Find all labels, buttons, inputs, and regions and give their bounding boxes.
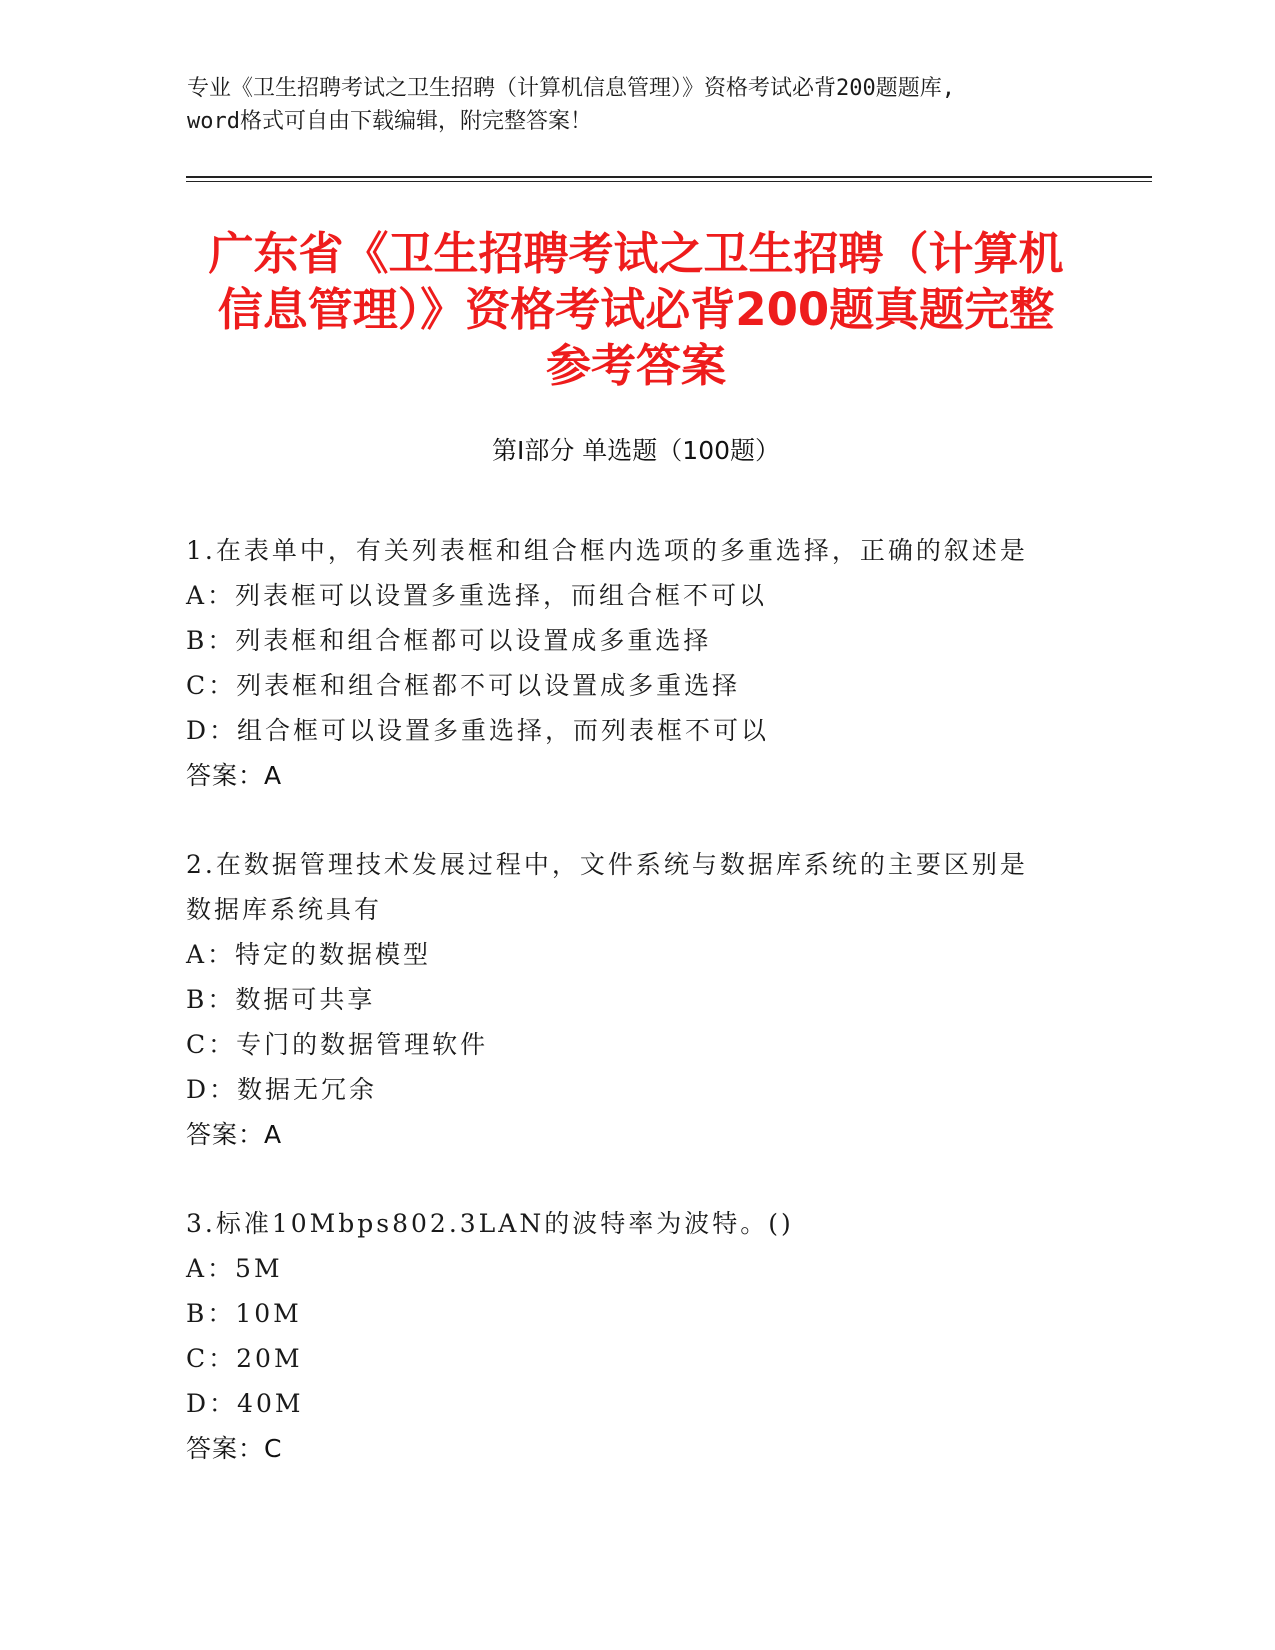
option-b: B：列表框和组合框都可以设置成多重选择 xyxy=(186,626,712,655)
question-list xyxy=(186,528,1086,1515)
question-3 xyxy=(186,1201,1086,1471)
question-stem: 1.在表单中，有关列表框和组合框内选项的多重选择，正确的叙述是 xyxy=(186,536,1028,565)
question-2 xyxy=(186,842,1086,1157)
option-d: D：数据无冗余 xyxy=(186,1075,378,1104)
option-c: C：专门的数据管理软件 xyxy=(186,1030,489,1059)
section-title: 第I部分 单选题（100题） xyxy=(491,436,781,465)
document-title xyxy=(186,226,1086,394)
option-a: A：5M xyxy=(186,1254,283,1283)
answer: 答案：A xyxy=(186,761,283,790)
header-note xyxy=(187,72,1087,138)
question-1 xyxy=(186,528,1086,798)
option-c: C：20M xyxy=(186,1344,303,1373)
question-stem-continued: 数据库系统具有 xyxy=(186,895,383,924)
question-stem: 2.在数据管理技术发展过程中，文件系统与数据库系统的主要区别是 xyxy=(186,850,1028,879)
question-stem: 3.标准10Mbps802.3LAN的波特率为波特。() xyxy=(186,1209,794,1238)
document-title-line-3: 参考答案 xyxy=(545,339,726,392)
header-rule-thin xyxy=(186,181,1152,182)
option-a: A：列表框可以设置多重选择，而组合框不可以 xyxy=(186,581,768,610)
header-rule-thick xyxy=(186,176,1152,178)
option-d: D：组合框可以设置多重选择，而列表框不可以 xyxy=(186,716,770,745)
header-note-line-2: word格式可自由下载编辑，附完整答案！ xyxy=(187,109,592,134)
header-note-line-1: 专业《卫生招聘考试之卫生招聘（计算机信息管理）》资格考试必背200题题库, xyxy=(187,76,955,101)
option-a: A：特定的数据模型 xyxy=(186,940,432,969)
answer: 答案：A xyxy=(186,1120,283,1149)
option-c: C：列表框和组合框都不可以设置成多重选择 xyxy=(186,671,741,700)
document-title-line-1: 广东省《卫生招聘考试之卫生招聘（计算机 xyxy=(208,227,1064,280)
answer: 答案：C xyxy=(186,1434,283,1463)
option-b: B：数据可共享 xyxy=(186,985,376,1014)
option-d: D：40M xyxy=(186,1389,304,1418)
option-b: B：10M xyxy=(186,1299,302,1328)
document-title-line-2: 信息管理）》资格考试必背200题真题完整 xyxy=(217,283,1055,336)
